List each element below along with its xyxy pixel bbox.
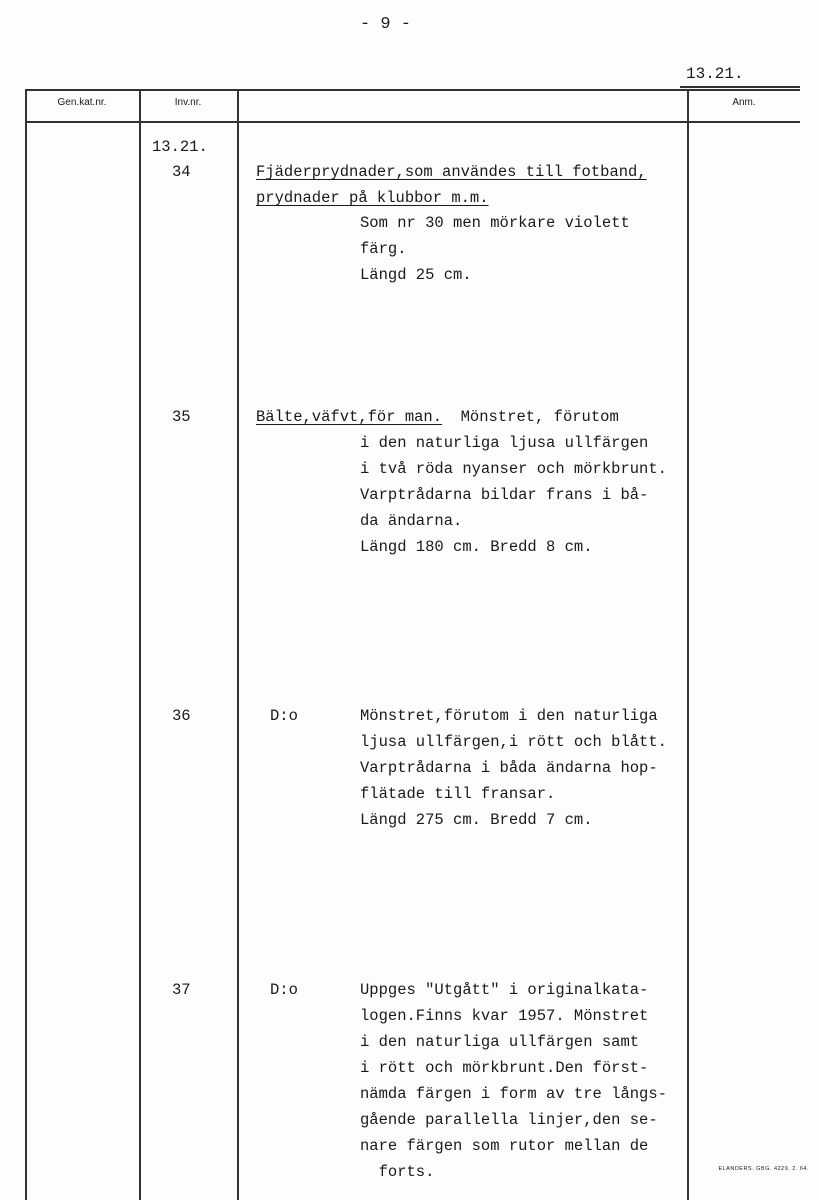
entry-text-line: Mönstret,förutom i den naturliga xyxy=(360,707,658,725)
entry-text-line: i den naturliga ljusa ullfärgen xyxy=(360,434,649,452)
entry-heading-suffix: Mönstret, förutom xyxy=(442,408,619,426)
entry-heading xyxy=(256,405,619,431)
entry-text-line: flätade till fransar. xyxy=(360,785,556,803)
ditto-mark: D:o xyxy=(270,707,298,725)
left-border xyxy=(25,89,27,1200)
entry-text-line: logen.Finns kvar 1957. Mönstret xyxy=(360,1007,649,1025)
entry-text-line: Längd 25 cm. xyxy=(360,266,472,284)
entry-number: 37 xyxy=(172,981,191,999)
entry-heading-line: Fjäderprydnader,som användes till fotband, xyxy=(256,163,647,181)
col-divider-1 xyxy=(139,89,141,1200)
entry-text-line: nare färgen som rutor mellan de xyxy=(360,1137,649,1155)
column-header-inv: Inv.nr. xyxy=(174,97,202,108)
entry-text-line: färg. xyxy=(360,240,407,258)
column-header-gen-kat: Gen.kat.nr. xyxy=(57,97,107,108)
entry-text-line: Längd 275 cm. Bredd 7 cm. xyxy=(360,811,593,829)
entry-number: 34 xyxy=(172,163,191,181)
entry-text-line: gående parallella linjer,den se- xyxy=(360,1111,658,1129)
top-rule-short xyxy=(680,86,800,88)
entry-text-line: i två röda nyanser och mörkbrunt. xyxy=(360,460,667,478)
top-reference: 13.21. xyxy=(686,65,744,83)
header-top-rule xyxy=(25,89,800,91)
entry-text-line: i rött och mörkbrunt.Den först- xyxy=(360,1059,649,1077)
header-bottom-rule xyxy=(25,121,800,123)
page-number: - 9 - xyxy=(360,15,412,34)
printer-mark: ELANDERS. GBG. 4229. 2. 64. xyxy=(718,1166,809,1172)
entry-heading-line: Bälte,väfvt,för man. xyxy=(256,408,443,426)
column-header-anm: Anm. xyxy=(732,97,756,108)
entry-text-line: Längd 180 cm. Bredd 8 cm. xyxy=(360,538,593,556)
entry-text-line: forts. xyxy=(360,1163,435,1181)
entry-number: 36 xyxy=(172,707,191,725)
entry-text-line: Varptrådarna bildar frans i bå- xyxy=(360,486,649,504)
section-number: 13.21. xyxy=(152,138,208,156)
entry-text-line: Varptrådarna i båda ändarna hop- xyxy=(360,759,658,777)
entry-text-line: da ändarna. xyxy=(360,512,463,530)
entry-text-line: nämda färgen i form av tre långs- xyxy=(360,1085,667,1103)
entry-text-line: i den naturliga ullfärgen samt xyxy=(360,1033,640,1051)
entry-text-line: ljusa ullfärgen,i rött och blått. xyxy=(360,733,667,751)
entry-heading-line: prydnader på klubbor m.m. xyxy=(256,189,489,207)
entry-text-line: Uppges "Utgått" i originalkata- xyxy=(360,981,649,999)
col-divider-2 xyxy=(237,89,239,1200)
col-divider-3 xyxy=(687,89,689,1200)
entry-text-line: Som nr 30 men mörkare violett xyxy=(360,214,630,232)
ditto-mark: D:o xyxy=(270,981,298,999)
entry-number: 35 xyxy=(172,408,191,426)
